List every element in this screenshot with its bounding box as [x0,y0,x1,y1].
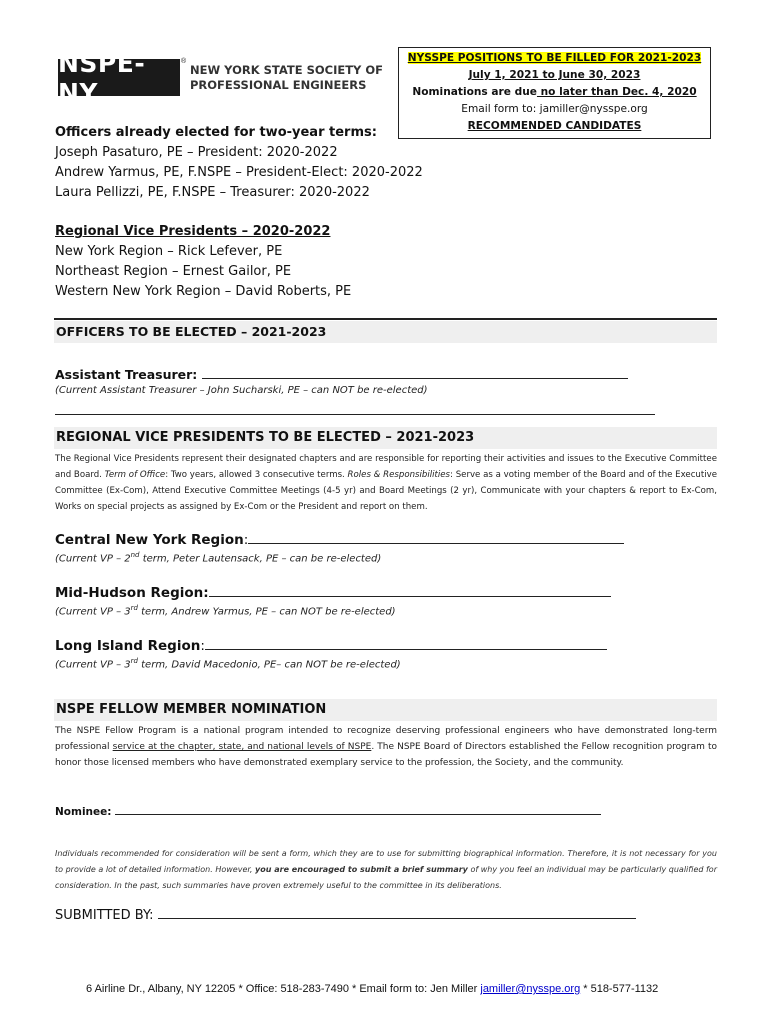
rvp-description [55,451,717,515]
officers-to-elect-title: OFFICERS TO BE ELECTED – 2021-2023 [54,321,717,343]
assistant-treasurer-field [55,366,628,382]
note-text: term, Andrew Yarmus, PE – can NOT be re-elected) [137,606,396,618]
positions-title: NYSSPE POSITIONS TO BE FILLED FOR 2021-2023 [407,52,702,64]
footer-email-link[interactable]: jamiller@nysspe.org [480,983,581,995]
fellow-note-rest: of why you feel an individual may be particularly qualified for consideration. In the past, such summaries have proven extremely useful to the committee in its deliberations. [55,865,717,890]
long-island-note [55,657,401,670]
section-divider [54,318,717,320]
long-island-input-line[interactable] [205,637,607,650]
nominee-field [55,804,601,818]
roles-label: Roles & Responsibilities [347,470,451,480]
assistant-treasurer-note: (Current Assistant Treasurer – John Sucharski, PE – can NOT be re-elected) [55,385,428,396]
fellow-description [55,723,717,771]
rvp-to-elect-title: REGIONAL VICE PRESIDENTS TO BE ELECTED – 2021-2023 [54,427,717,449]
roles-text: : Serve as a voting member of the Board and of the Executive Committee (Ex-Com), Attend Executive Committee Meetings (4-5 yr) and Board Meetings (2 yr), Communicate with your chapters & report to Ex-Com, Works on special projects as assigned by Ex-Com or the President and report on them. [55,470,717,512]
footer-contact [86,983,658,995]
officers-elected-heading: Officers already elected for two-year terms: [55,125,377,140]
nominee-input-line[interactable] [115,804,601,815]
note-text: (Current VP – 2 [55,553,131,565]
note-text: term, David Macedonio, PE– can NOT be re-elected) [137,659,401,671]
long-island-label: Long Island Region [55,638,201,654]
submitted-by-field [55,906,636,923]
nomination-deadline [399,84,710,101]
regional-vp-item: New York Region – Rick Lefever, PE [55,244,283,259]
long-island-colon: : [200,638,205,654]
officer-item: Andrew Yarmus, PE, F.NSPE – President-Elect: 2020-2022 [55,165,423,180]
assistant-treasurer-input-line[interactable] [202,366,628,379]
regional-vps-section [55,222,351,302]
ordinal-suffix: rd [130,604,138,612]
deadline-date: no later than Dec. 4, 2020 [536,86,697,98]
org-name-line-1: NEW YORK STATE SOCIETY OF [190,63,384,77]
mid-hudson-label: Mid-Hudson Region: [55,585,209,601]
regional-vp-item: Northeast Region – Ernest Gailor, PE [55,264,292,279]
fellow-note [55,846,717,894]
fellow-nomination-title: NSPE FELLOW MEMBER NOMINATION [54,699,717,721]
term-dates: July 1, 2021 to June 30, 2023 [468,69,641,81]
central-ny-label: Central New York Region [55,532,244,548]
fellow-description-rest: . The NSPE Board of Directors established the Fellow recognition program to honor those licensed members who have demonstrated exemplary service to the profession, the Society, and the community. [55,742,717,768]
mid-hudson-note [55,604,396,617]
officer-item: Laura Pellizzi, PE, F.NSPE – Treasurer: 2020-2022 [55,185,370,200]
regional-vp-item: Western New York Region – David Roberts, PE [55,284,352,299]
fellow-service-text: service at the chapter, state, and national levels of NSPE [112,742,372,752]
logo-mark: NSPE-NY [58,48,146,107]
fellow-description-intro: The NSPE Fellow Program is a national program intended to recognize deserving professional engineers who have demonstrated long-term professional [55,726,717,752]
fellow-note-intro: Individuals recommended for consideration will be sent a form, which they are to use for submitting biographical information. Therefore, it is not necessary for you to provide a lot of detailed information. However, [55,849,717,874]
fellow-note-emphasis: you are encouraged to submit a brief summary [255,865,468,874]
submitted-by-input-line[interactable] [158,906,636,919]
note-text: (Current VP – 3 [55,659,131,671]
positions-header-box [398,47,711,139]
org-name-line-2: PROFESSIONAL ENGINEERS [190,78,367,92]
central-ny-note [55,551,381,564]
recommended-candidates-heading: RECOMMENDED CANDIDATES [467,120,642,132]
note-text: (Current VP – 3 [55,606,131,618]
ordinal-suffix: nd [130,551,140,559]
term-of-office-label: Term of Office [104,470,166,480]
officer-item: Joseph Pasaturo, PE – President: 2020-2022 [55,145,338,160]
mid-hudson-input-line[interactable] [209,584,611,597]
nspe-ny-logo [58,48,180,107]
officers-elected-section [55,123,423,203]
central-ny-region-field [55,531,624,548]
mid-hudson-region-field [55,584,611,601]
footer-phone: * 518-577-1132 [580,983,659,995]
organization-name [190,63,390,93]
long-island-region-field [55,637,607,654]
note-text: term, Peter Lautensack, PE – can be re-elected) [139,553,382,565]
regional-vps-heading: Regional Vice Presidents – 2020-2022 [55,224,331,239]
submitted-by-label: SUBMITTED BY: [55,908,158,923]
central-ny-input-line[interactable] [248,531,624,544]
central-ny-colon: : [243,532,249,548]
ordinal-suffix: rd [130,657,138,665]
footer-address: 6 Airline Dr., Albany, NY 12205 * Office: 518-283-7490 * Email form to: Jen Miller [86,983,481,995]
email-instruction: Email form to: jamiller@nysspe.org [461,103,648,115]
term-of-office-text: : Two years, allowed 3 consecutive terms. [165,470,348,480]
assistant-treasurer-label: Assistant Treasurer: [55,367,202,382]
rvp-description-intro: The Regional Vice Presidents represent their designated chapters and are responsible for reporting their activities and issues to the Executive Committee and Board. [55,454,717,480]
registered-mark: ® [181,58,187,65]
nominee-label: Nominee: [55,806,116,818]
deadline-prefix: Nominations are due [412,86,537,98]
blank-input-line[interactable] [55,414,655,415]
